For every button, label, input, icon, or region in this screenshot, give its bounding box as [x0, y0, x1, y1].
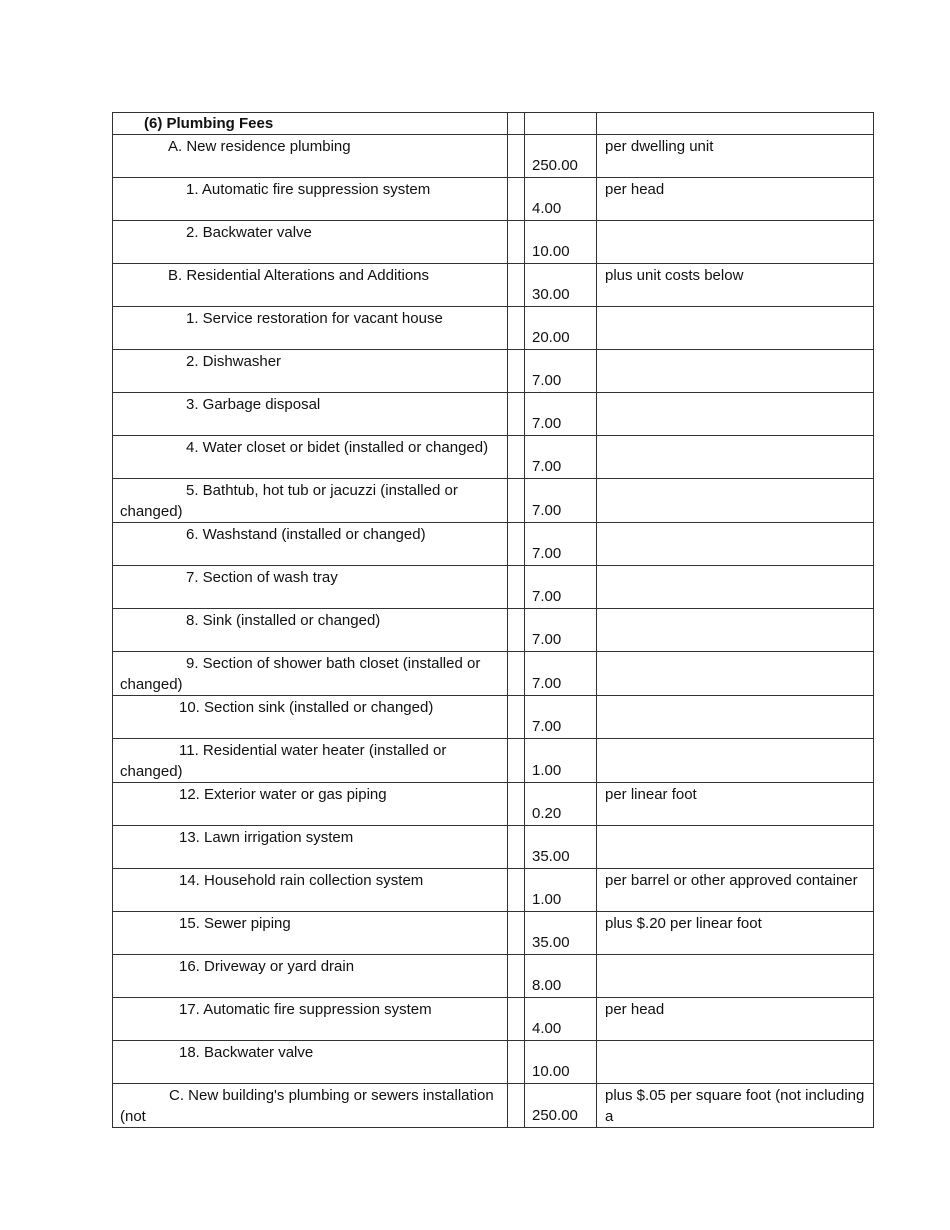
- fee-row-b11: [113, 739, 874, 783]
- fee-note: [597, 566, 874, 609]
- fee-note: [597, 221, 874, 264]
- fee-amount: 10.00: [525, 221, 597, 264]
- fee-description: 13. Lawn irrigation system: [113, 826, 508, 869]
- fee-description: 10. Section sink (installed or changed): [113, 696, 508, 739]
- fee-row-b9: [113, 652, 874, 696]
- fee-description: 1. Automatic fire suppression system: [113, 178, 508, 221]
- fee-note: [597, 479, 874, 523]
- fee-amount: 10.00: [525, 1041, 597, 1084]
- fee-amount: 30.00: [525, 264, 597, 307]
- fee-row-b17: [113, 998, 874, 1041]
- fee-description: C. New building's plumbing or sewers installation (not: [113, 1084, 508, 1128]
- fee-row-c: [113, 1084, 874, 1128]
- fee-description: 14. Household rain collection system: [113, 869, 508, 912]
- section-title-cell: [113, 113, 508, 135]
- fee-row-b15: [113, 912, 874, 955]
- fee-description: 4. Water closet or bidet (installed or changed): [113, 436, 508, 479]
- fee-description: 6. Washstand (installed or changed): [113, 523, 508, 566]
- fee-note: per dwelling unit: [597, 135, 874, 178]
- fee-row-b14: [113, 869, 874, 912]
- fee-amount: 35.00: [525, 826, 597, 869]
- fee-amount: 4.00: [525, 178, 597, 221]
- fee-row-a: [113, 135, 874, 178]
- fee-note: plus $.20 per linear foot: [597, 912, 874, 955]
- fee-amount: 250.00: [525, 1084, 597, 1128]
- fee-amount: 0.20: [525, 783, 597, 826]
- fee-row-b2: [113, 350, 874, 393]
- fee-amount: 7.00: [525, 523, 597, 566]
- fee-row-b13: [113, 826, 874, 869]
- fee-row-b1: [113, 307, 874, 350]
- fee-row-b4: [113, 436, 874, 479]
- section-header-row: [113, 113, 874, 135]
- fee-description: 11. Residential water heater (installed or changed): [113, 739, 508, 783]
- fee-description: 9. Section of shower bath closet (installed or changed): [113, 652, 508, 696]
- fee-amount: 7.00: [525, 696, 597, 739]
- fee-amount: 20.00: [525, 307, 597, 350]
- fee-note: [597, 350, 874, 393]
- fee-note: [597, 609, 874, 652]
- fee-description: 7. Section of wash tray: [113, 566, 508, 609]
- fee-row-b8: [113, 609, 874, 652]
- fee-amount: 250.00: [525, 135, 597, 178]
- fee-amount: 35.00: [525, 912, 597, 955]
- fee-description: 17. Automatic fire suppression system: [113, 998, 508, 1041]
- fee-description: 5. Bathtub, hot tub or jacuzzi (installed or changed): [113, 479, 508, 523]
- fee-amount: 7.00: [525, 566, 597, 609]
- fee-note: [597, 436, 874, 479]
- fee-amount: 7.00: [525, 479, 597, 523]
- fee-row-b18: [113, 1041, 874, 1084]
- fee-note: per head: [597, 178, 874, 221]
- fee-description: 1. Service restoration for vacant house: [113, 307, 508, 350]
- fee-amount: 7.00: [525, 393, 597, 436]
- fee-row-b3: [113, 393, 874, 436]
- fee-description: 3. Garbage disposal: [113, 393, 508, 436]
- fee-row-b: [113, 264, 874, 307]
- fee-amount: 1.00: [525, 739, 597, 783]
- fee-note: [597, 307, 874, 350]
- fee-note: [597, 1041, 874, 1084]
- fee-row-a1: [113, 178, 874, 221]
- fee-row-b16: [113, 955, 874, 998]
- fee-note: per linear foot: [597, 783, 874, 826]
- fee-row-b12: [113, 783, 874, 826]
- fee-note: [597, 523, 874, 566]
- fee-description: 12. Exterior water or gas piping: [113, 783, 508, 826]
- fee-amount: 7.00: [525, 609, 597, 652]
- fee-note: [597, 393, 874, 436]
- fee-note: plus unit costs below: [597, 264, 874, 307]
- fee-note: [597, 652, 874, 696]
- fee-amount: 7.00: [525, 652, 597, 696]
- plumbing-fees-table: [112, 112, 874, 1128]
- fee-row-a2: [113, 221, 874, 264]
- fee-amount: 4.00: [525, 998, 597, 1041]
- fee-row-b7: [113, 566, 874, 609]
- fee-description: 18. Backwater valve: [113, 1041, 508, 1084]
- fee-description: B. Residential Alterations and Additions: [113, 264, 508, 307]
- fee-note: [597, 696, 874, 739]
- fee-description: A. New residence plumbing: [113, 135, 508, 178]
- fee-note: [597, 739, 874, 783]
- fee-description: 16. Driveway or yard drain: [113, 955, 508, 998]
- fee-row-b5: [113, 479, 874, 523]
- fee-description: 15. Sewer piping: [113, 912, 508, 955]
- fee-amount: 8.00: [525, 955, 597, 998]
- fee-note: [597, 826, 874, 869]
- fee-amount: 1.00: [525, 869, 597, 912]
- fee-description: 8. Sink (installed or changed): [113, 609, 508, 652]
- fee-note: per barrel or other approved container: [597, 869, 874, 912]
- fee-note: [597, 955, 874, 998]
- fee-note: plus $.05 per square foot (not including a: [597, 1084, 874, 1128]
- section-title: (6) Plumbing Fees: [144, 115, 274, 132]
- fee-amount: 7.00: [525, 436, 597, 479]
- fee-row-b6: [113, 523, 874, 566]
- fee-description: 2. Dishwasher: [113, 350, 508, 393]
- fee-note: per head: [597, 998, 874, 1041]
- fee-row-b10: [113, 696, 874, 739]
- fee-amount: 7.00: [525, 350, 597, 393]
- fee-description: 2. Backwater valve: [113, 221, 508, 264]
